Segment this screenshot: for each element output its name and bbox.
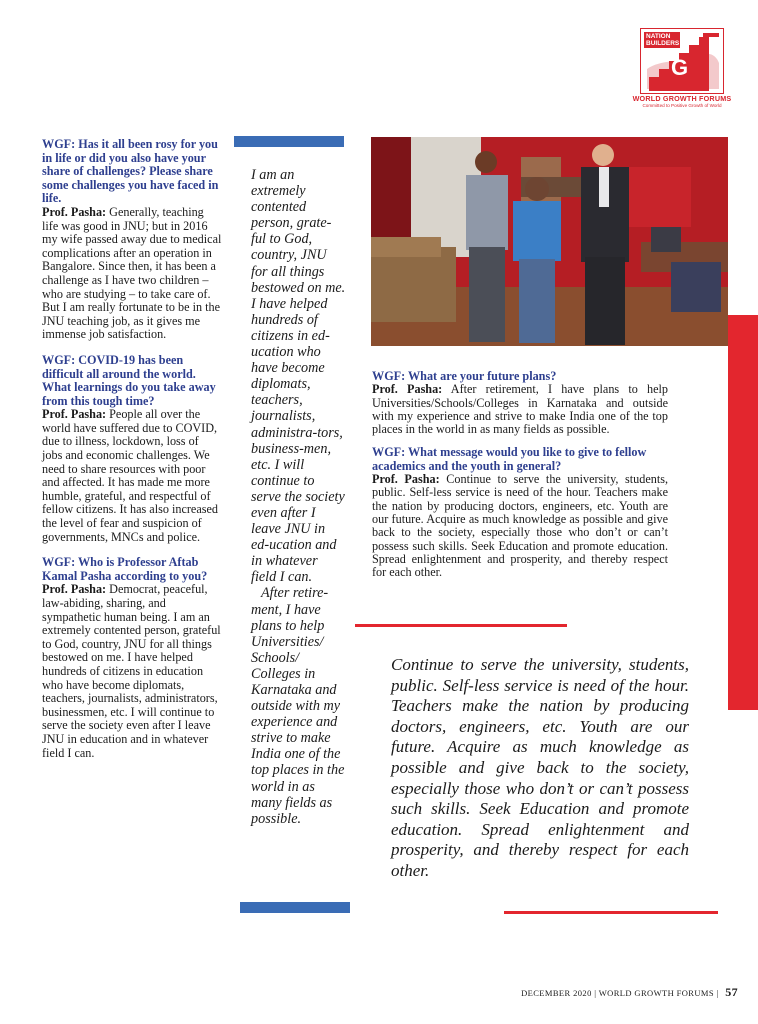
footer-separator: | — [594, 988, 597, 998]
answer-text: After retirement, I have plans to help Universities/Schools/Colleges in Karnataka and outside with my experience and strive to make India one of the top places in the world in as many fields as possible. — [372, 382, 669, 437]
page-number: 57 — [725, 985, 738, 999]
right-column — [372, 370, 668, 589]
answer — [372, 383, 668, 436]
qa-section — [42, 354, 222, 544]
photo-illustration — [371, 137, 728, 346]
answer — [42, 206, 222, 342]
question: WGF: What message would you like to give to fellow academics and the youth in general? — [372, 445, 647, 473]
page-footer — [480, 985, 738, 1000]
speaker-label: Prof. Pasha: — [372, 472, 440, 487]
speaker-label: Prof. Pasha: — [372, 382, 443, 397]
wgf-logo — [632, 26, 732, 114]
publication-name: WORLD GROWTH FORUMS — [598, 988, 715, 998]
speaker-label: Prof. Pasha: — [42, 204, 107, 219]
blue-accent-bar-top — [234, 136, 344, 147]
question: WGF: Who is Professor Aftab Kamal Pasha according to you? — [42, 555, 208, 583]
qa-section — [372, 370, 668, 436]
svg-text:G: G — [671, 55, 689, 80]
answer — [42, 583, 222, 760]
speaker-label: Prof. Pasha: — [42, 582, 107, 597]
answer-text: Continue to serve the university, students, public. Self-less service is need of the hour. Teachers make the nation by producing doctors, engineers, etc. Youth are our future. Acquire as much knowledge as possible and give back to the society, especially those who don’t or can’t possess such skills. Seek Education and promote education. Spread enlightenment and prosperity, and thereby respect for each other. — [372, 472, 669, 580]
question: WGF: What are your future plans? — [372, 369, 557, 383]
qa-section — [42, 556, 222, 760]
qa-section — [372, 446, 668, 579]
pull-column — [251, 167, 346, 827]
red-divider-bottom — [504, 911, 718, 914]
red-divider-top — [355, 624, 567, 627]
footer-separator: | — [716, 988, 719, 998]
answer — [372, 473, 668, 579]
question: WGF: Has it all been rosy for you in life or did you also have your share of challenges? Please share some challenges you have faced in life. — [42, 137, 219, 206]
answer-text: People all over the world have suffered due to COVID, due to illness, lockdown, loss of jobs and economic challenges. We need to share resources with poor and affected. It has made me more humble, grateful, and respectful of fellow citizens. It has also increased the level of fear and suspicion of governments, MNCs and police. — [42, 407, 218, 544]
pull-paragraph: After retire-ment, I have plans to help Universities/ Schools/ Colleges in Karnataka and outside with my experience and strive to make India one of the top places in the world in as many fields as possible. — [251, 585, 345, 827]
logo-title: WORLD GROWTH FORUMS — [632, 94, 732, 103]
interview-photo — [371, 137, 728, 346]
left-column — [42, 138, 222, 772]
logo-badge: NATION BUILDERS — [646, 33, 680, 47]
issue-date: DECEMBER 2020 — [521, 988, 592, 998]
answer-text: Generally, teaching life was good in JNU; but in 2016 my wife passed away due to medical complications after an operation in Bangalore. Since then, it has been a challenge as I have two children – who are studying – to take care of. But I am really fortunate to be in the JNU teaching job, as it gives me immense job satisfaction. — [42, 204, 222, 342]
logo-tagline: Committed to Positive Growth of World — [642, 103, 722, 108]
red-accent-bar — [728, 315, 758, 710]
blue-accent-bar-bottom — [240, 902, 350, 913]
question: WGF: COVID-19 has been difficult all around the world. What learnings do you take away from this tough time? — [42, 352, 216, 408]
pull-quote: Continue to serve the university, students, public. Self-less service is need of the hour. Teachers make the nation by producing doctors, engineers, etc. Youth are our future. Acquire as much knowledge as possible and give back to the society, especially those who don’t or can’t possess such skills. Seek Education and promote education. Spread enlightenment and prosperity, and thereby respect for each other. — [391, 655, 689, 880]
speaker-label: Prof. Pasha: — [42, 407, 107, 422]
pull-paragraph: I am an extremely contented person, grate-ful to God, country, JNU for all things bestowed on me. I have helped hundreds of citizens in ed-ucation who have become diplomats, teachers, journalists, administra-tors, business-men, etc. I will continue to serve the society even after I leave JNU in ed-ucation and in whatever field I can. — [251, 167, 346, 586]
answer-text: Democrat, peaceful, law-abiding, sharing, and sympathetic human being. I am an extremely contented person, grateful to God, country, JNU for all things bestowed on me. I have helped hundreds of citizens in education who have become diplomats, teachers, journalists, administrators, businessmen, etc. I will continue to serve the society even after I leave JNU in education and in whatever field I can. — [42, 582, 221, 760]
qa-section — [42, 138, 222, 342]
answer — [42, 408, 222, 544]
logo-graphic — [640, 28, 724, 94]
